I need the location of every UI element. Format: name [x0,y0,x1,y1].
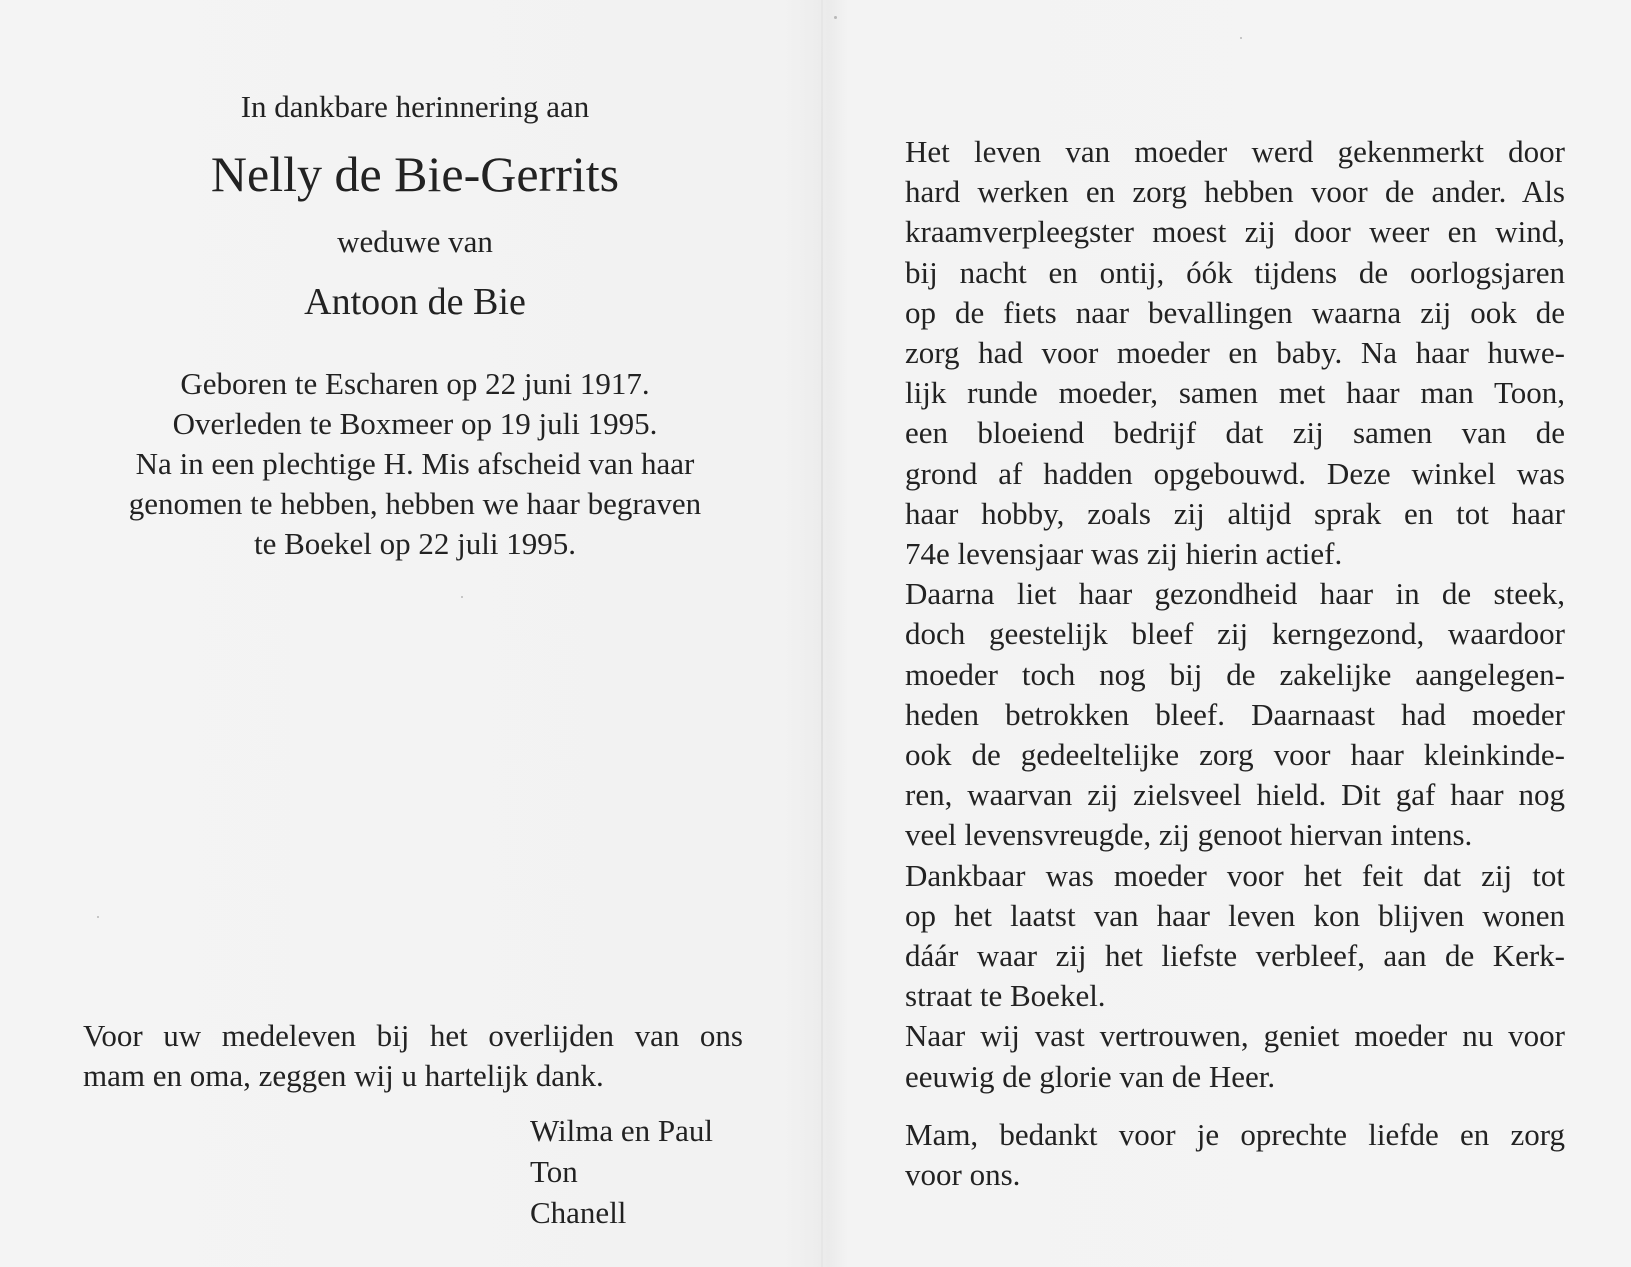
life-story-line: ook de gedeeltelijke zorg voor haar kleinkinde- [905,737,1565,773]
paper-speck [461,596,463,598]
funeral-line: Na in een plechtige H. Mis afscheid van haar [135,445,695,481]
intro-text: In dankbare herinnering aan [240,89,590,124]
life-story-line: Naar wij vast vertrouwen, geniet moeder nu voor [905,1018,1565,1054]
life-story-line: veel levensvreugde, zij genoot hiervan intens. [905,817,1473,853]
life-story-line: Het leven van moeder werd gekenmerkt door [905,134,1565,169]
life-story-line: straat te Boekel. [905,978,1106,1014]
life-story-line: zorg had voor moeder en baby. Na haar huwe- [905,335,1565,371]
burial-line: te Boekel op 22 juli 1995. [253,525,577,561]
life-story-line: grond af hadden opgebouwd. Deze winkel was [905,455,1565,491]
life-story-line: moeder toch nog bij de zakelijke aangelegen- [905,656,1565,692]
life-story-line: hard werken en zorg hebben voor de ander. Als [905,174,1565,210]
deceased-name: Nelly de Bie-Gerrits [210,145,620,202]
thanks-line: mam en oma, zeggen wij u hartelijk dank. [83,1058,604,1093]
thanks-message [83,1016,743,1096]
right-panel [905,132,1565,1195]
life-story-line: dáár waar zij het liefste verbleef, aan de Kerk- [905,938,1565,974]
life-story-line: ren, waarvan zij zielsveel hield. Dit gaf haar nog [905,777,1565,813]
closing-line: voor ons. [905,1157,1021,1193]
life-story-line: op de fiets naar bevallingen waarna zij ook de [905,294,1565,330]
signer-name: Wilma en Paul [530,1113,713,1148]
life-story-line: lijk runde moeder, samen met haar man Toon, [905,375,1565,411]
life-story-line: bij nacht en ontij, óók tijdens de oorlogsjaren [905,254,1565,290]
signers-block [530,1110,713,1233]
life-story-line: heden betrokken bleef. Daarnaast had moeder [905,696,1565,732]
life-story-line: kraamverpleegster moest zij door weer en wind, [905,214,1565,250]
life-story-line: doch geestelijk bleef zij kerngezond, waardoor [905,616,1565,652]
birth-line: Geboren te Escharen op 22 juni 1917. [180,365,650,401]
funeral-line: genomen te hebben, hebben we haar begraven [128,485,702,521]
life-story-line: een bloeiend bedrijf dat zij samen van de [905,415,1565,451]
widow-of-text: weduwe van [337,223,493,259]
paper-speck [97,916,99,918]
left-panel [80,88,750,564]
paper-speck [1240,37,1242,39]
paper-speck [834,16,837,19]
closing-line: Mam, bedankt voor je oprechte liefde en zorg [905,1116,1565,1152]
life-story-line: Dankbaar was moeder voor het feit dat zij tot [905,857,1565,893]
closing-message [905,1115,1565,1195]
life-story-line: eeuwig de glorie van de Heer. [905,1058,1276,1094]
dates-block [80,364,750,564]
signer-name: Ton [530,1154,578,1189]
signer-name: Chanell [530,1195,627,1230]
thanks-line: Voor uw medeleven bij het overlijden van ons [83,1018,743,1053]
life-story-line: haar hobby, zoals zij altijd sprak en tot haar [905,495,1565,531]
life-story-line: op het laatst van haar leven kon blijven wonen [905,897,1565,933]
card-fold-line [821,0,823,1267]
life-story-line: Daarna liet haar gezondheid haar in de steek, [905,576,1565,612]
death-line: Overleden te Boxmeer op 19 juli 1995. [172,405,658,441]
husband-name: Antoon de Bie [304,280,526,323]
life-story-line: 74e levensjaar was zij hierin actief. [905,536,1343,572]
